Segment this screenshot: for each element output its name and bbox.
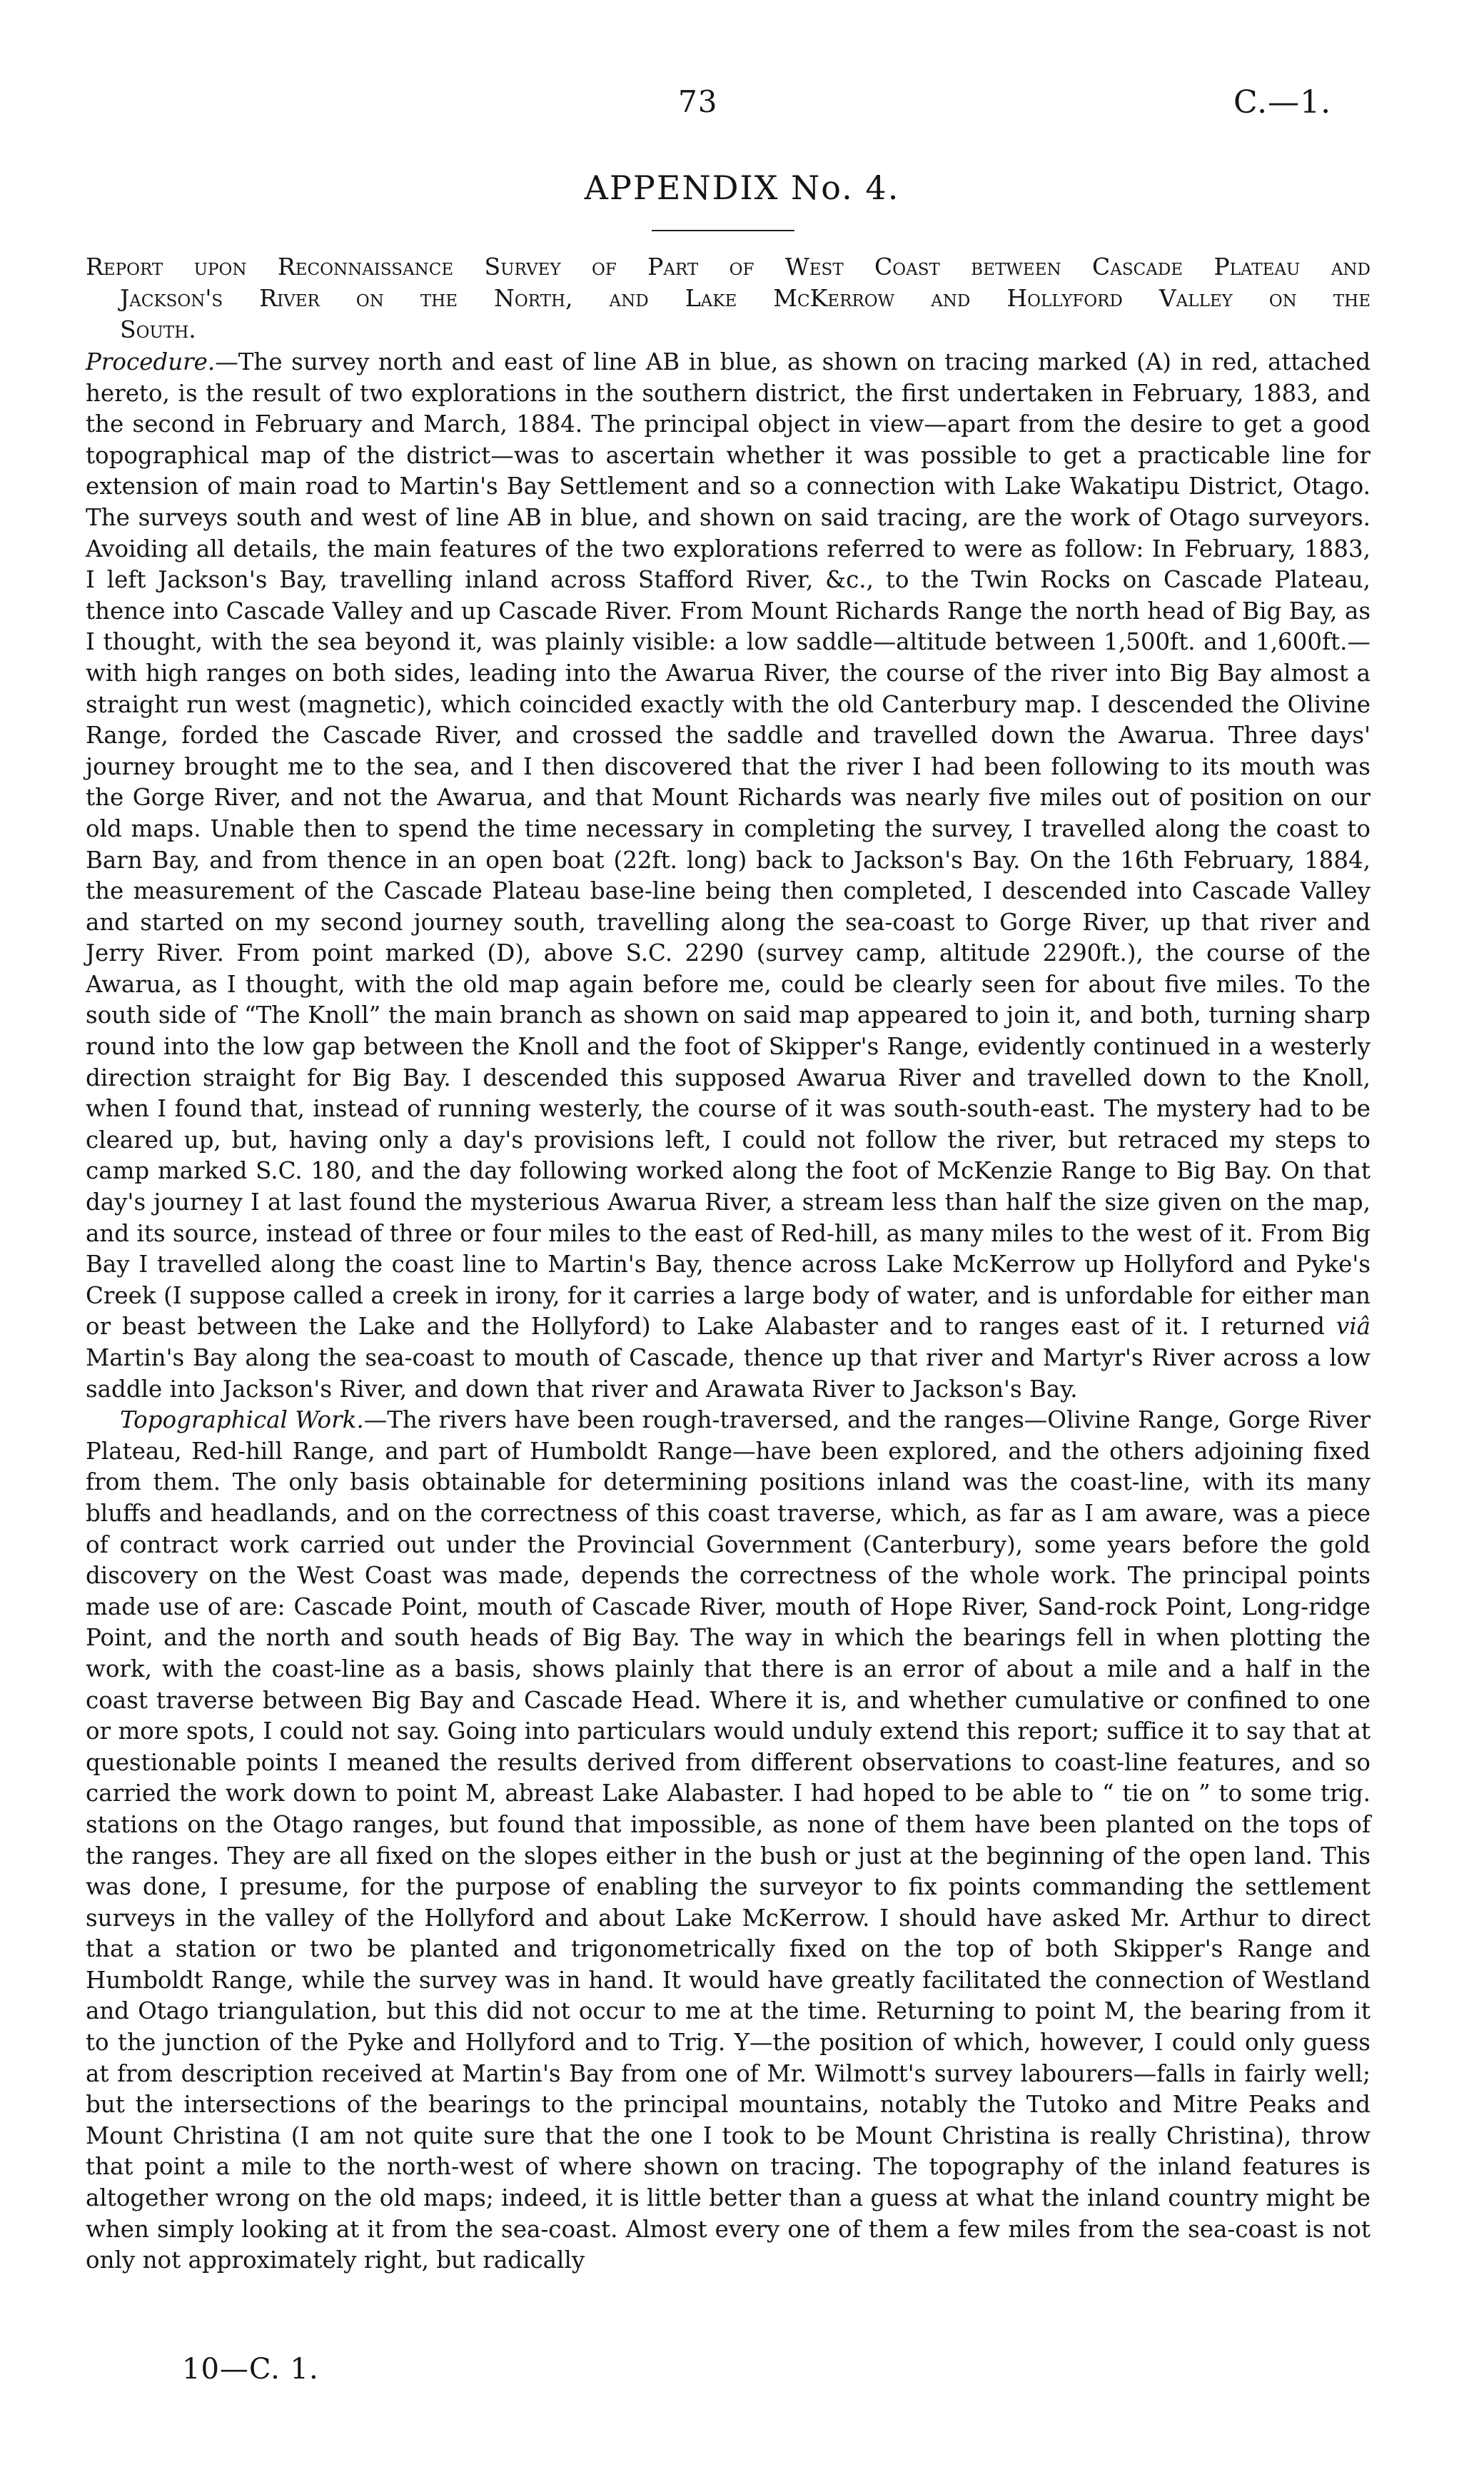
document-code: C.—1. [1233, 84, 1332, 121]
topographical-section-title: Topographical Work. [120, 1406, 364, 1434]
report-heading [86, 251, 1371, 345]
signature-code: 10—C. 1. [182, 2353, 319, 2386]
topographical-text: —The rivers have been rough-traversed, and the ranges—Olivine Range, Gorge River Plateau, Red-hill Range, and part of Humboldt Range—have been explored, and the others adjoining fixed from them. The only basis obtainable for determining positions inland was the coast-line, with its many bluffs and headlands, and on the correctness of this coast traverse, which, as far as I am aware, was a piece of contract work carried out under the Provincial Government (Canterbury), some years before the gold discovery on the West Coast was made, depends the correctness of the whole work. The principal points made use of are: Cascade Point, mouth of Cascade River, mouth of Hope River, Sand-rock Point, Long-ridge Point, and the north and south heads of Big Bay. The way in which the bearings fell in when plotting the work, with the coast-line as a basis, shows plainly that there is an error of about a mile and a half in the coast traverse between Big Bay and Cascade Head. Where it is, and whether cumulative or confined to one or more spots, I could not say. Going into particulars would unduly extend this report; suffice it to say that at questionable points I meaned the results derived from different observations to coast-line features, and so carried the work down to point M, abreast Lake Alabaster. I had hoped to be able to “ tie on ” to some trig. stations on the Otago ranges, but found that impossible, as none of them have been planted on the tops of the ranges. They are all fixed on the slopes either in the bush or just at the beginning of the open land. This was done, I presume, for the purpose of enabling the surveyor to fix points commanding the settlement surveys in the valley of the Hollyford and about Lake McKerrow. I should have asked Mr. Arthur to direct that a station or two be planted and trigonometrically fixed on the top of both Skipper's Range and Humboldt Range, while the survey was in hand. It would have greatly facilitated the connection of Westland and Otago triangulation, but this did not occur to me at the time. Returning to point M, the bearing from it to the junction of the Pyke and Hollyford and to Trig. Y—the position of which, however, I could only guess at from description received at Martin's Bay from one of Mr. Wilmott's survey labourers—falls in fairly well; but the intersections of the bearings to the principal mountains, notably the Tutoko and Mitre Peaks and Mount Christina (I am not quite sure that the one I took to be Mount Christina is really Christina), throw that point a mile to the north-west of where shown on tracing. The topography of the inland features is altogether wrong on the old maps; indeed, it is little better than a guess at what the inland country might be when simply looking at it from the sea-coast. Almost every one of them a few miles from the sea-coast is not only not approximately right, but radically [86, 1406, 1371, 2274]
appendix-title: APPENDIX No. 4. [584, 168, 900, 207]
title-rule [652, 230, 794, 231]
report-body [86, 347, 1371, 2276]
report-heading-line-3: South. [120, 316, 196, 343]
page-number: 73 [678, 84, 718, 119]
procedure-via: viâ [1336, 1313, 1371, 1341]
topographical-paragraph [86, 1405, 1371, 2276]
procedure-section-title: Procedure. [86, 348, 216, 375]
procedure-text-end: Martin's Bay along the sea-coast to mouth of Cascade, thence up that river and Martyr's River across a low saddle into Jackson's River, and down that river and Arawata River to Jackson's Bay. [86, 1344, 1371, 1403]
report-heading-line-2: Jackson's River on the North, and Lake McKerrow and Hollyford Valley on the [120, 284, 1371, 312]
procedure-text: —The survey north and east of line AB in blue, as shown on tracing marked (A) in red, attached hereto, is the result of two explorations in the southern district, the first undertaken in February, 1883, and the second in February and March, 1884. The principal object in view—apart from the desire to get a good topographical map of the district—was to ascertain whether it was possible to get a practicable line for extension of main road to Martin's Bay Settlement and so a connection with Lake Wakatipu District, Otago. The surveys south and west of line AB in blue, and shown on said tracing, are the work of Otago surveyors. Avoiding all details, the main features of the two explorations referred to were as follow: In February, 1883, I left Jackson's Bay, travelling inland across Stafford River, &c., to the Twin Rocks on Cascade Plateau, thence into Cascade Valley and up Cascade River. From Mount Richards Range the north head of Big Bay, as I thought, with the sea beyond it, was plainly visible: a low saddle—altitude between 1,500ft. and 1,600ft.—with high ranges on both sides, leading into the Awarua River, the course of the river into Big Bay almost a straight run west (magnetic), which coincided exactly with the old Canterbury map. I descended the Olivine Range, forded the Cascade River, and crossed the saddle and travelled down the Awarua. Three days' journey brought me to the sea, and I then discovered that the river I had been following to its mouth was the Gorge River, and not the Awarua, and that Mount Richards was nearly five miles out of position on our old maps. Unable then to spend the time necessary in completing the survey, I travelled along the coast to Barn Bay, and from thence in an open boat (22ft. long) back to Jackson's Bay. On the 16th February, 1884, the measurement of the Cascade Plateau base-line being then completed, I descended into Cascade Valley and started on my second journey south, travelling along the sea-coast to Gorge River, up that river and Jerry River. From point marked (D), above S.C. 2290 (survey camp, altitude 2290ft.), the course of the Awarua, as I thought, with the old map again before me, could be clearly seen for about five miles. To the south side of “The Knoll” the main branch as shown on said map appeared to join it, and both, turning sharp round into the low gap between the Knoll and the foot of Skipper's Range, evidently continued in a westerly direction straight for Big Bay. I descended this supposed Awarua River and travelled down to the Knoll, when I found that, instead of running westerly, the course of it was south-south-east. The mystery had to be cleared up, but, having only a day's provisions left, I could not follow the river, but retraced my steps to camp marked S.C. 180, and the day following worked along the foot of McKenzie Range to Big Bay. On that day's journey I at last found the mysterious Awarua River, a stream less than half the size given on the map, and its source, instead of three or four miles to the east of Red-hill, as many miles to the west of it. From Big Bay I travelled along the coast line to Martin's Bay, thence across Lake McKerrow up Hollyford and Pyke's Creek (I suppose called a creek in irony, for it carries a large body of water, and is unfordable for either man or beast between the Lake and the Hollyford) to Lake Alabaster and to ranges east of it. I returned [86, 348, 1371, 1341]
report-heading-line-1: Report upon Reconnaissance Survey of Part of West Coast between Cascade Plateau and [86, 253, 1371, 281]
procedure-paragraph [86, 347, 1371, 1405]
